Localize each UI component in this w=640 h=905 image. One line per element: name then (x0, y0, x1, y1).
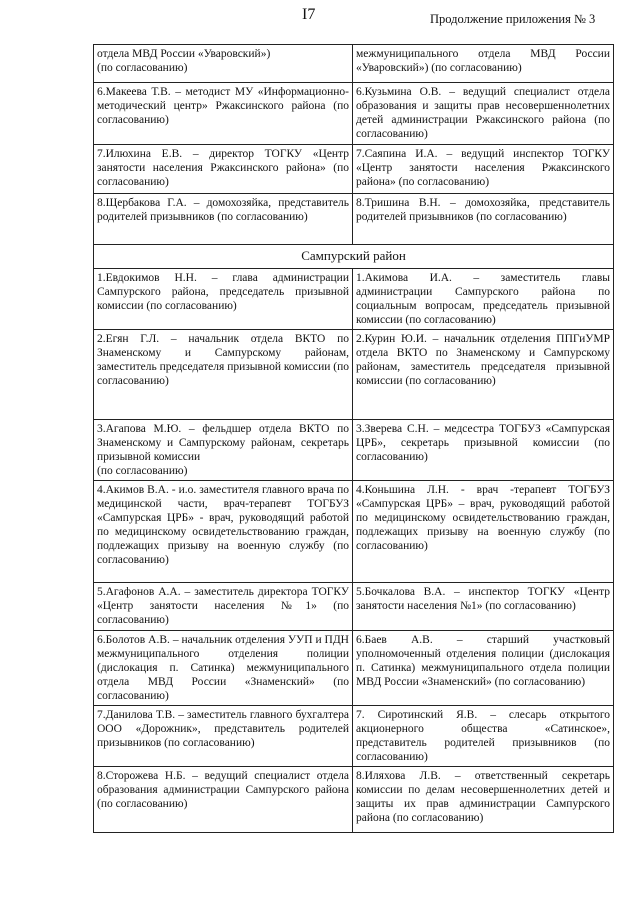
table-row (94, 194, 614, 245)
member-cell-reserve: 4.Коньшина Л.Н. - врач -терапевт ТОГБУЗ «Сампурская ЦРБ» – врач, руководящий работой по медицинскому освидетельствованию граждан, подлежащих призыву на военную службу (по согласованию) (353, 481, 614, 583)
member-cell-main: 7.Данилова Т.В. – заместитель главного бухгалтера ООО «Дорожник», представитель родителей призывников (по согласованию) (94, 706, 353, 767)
member-cell-main: 8.Сторожева Н.Б. – ведущий специалист отдела образования администрации Сампурского района (по согласованию) (94, 767, 353, 833)
table-row (94, 145, 614, 194)
member-cell-main: 1.Евдокимов Н.Н. – глава администрации Сампурского района, председатель призывной комиссии (по согласованию) (94, 269, 353, 330)
member-cell-main: 6.Макеева Т.В. – методист МУ «Информационно-методический центр» Ржаксинского района (по согласованию) (94, 83, 353, 145)
table-row (94, 330, 614, 420)
member-cell-main: 7.Илюхина Е.В. – директор ТОГКУ «Центр занятости населения Ржаксинского района» (по согласованию) (94, 145, 353, 194)
commission-table (93, 44, 614, 833)
member-cell-main: 3.Агапова М.Ю. – фельдшер отдела ВКТО по Знаменскому и Сампурскому районам, секретарь призывной комиссии (по согласованию) (94, 420, 353, 481)
section-title: Сампурский район (94, 245, 614, 269)
member-cell-reserve: 6.Кузьмина О.В. – ведущий специалист отдела образования и защиты прав несовершеннолетних детей администрации Ржаксинского района (по согласованию) (353, 83, 614, 145)
member-cell-reserve: 7. Сиротинский Я.В. – слесарь открытого акционерного общества «Сатинское», представитель родителей призывников (по согласованию) (353, 706, 614, 767)
continuation-header: Продолжение приложения № 3 (430, 12, 596, 26)
member-cell-reserve: 8.Иляхова Л.В. – ответственный секретарь комиссии по делам несовершеннолетних детей и защиты их прав администрации Сампурского района (по согласованию) (353, 767, 614, 833)
member-cell-main: 4.Акимов В.А. - и.о. заместителя главного врача по медицинской части, врач-терапевт ТОГБУЗ «Сампурская ЦРБ» - врач, руководящий работой по медицинскому освидетельствованию граждан, подлежащих призыву на военную службу (по согласованию) (94, 481, 353, 583)
section-row (94, 245, 614, 269)
member-cell-main: 2.Егян Г.Л. – начальник отдела ВКТО по Знаменскому и Сампурскому районам, заместитель председателя призывной комиссии (по согласованию) (94, 330, 353, 420)
table-body (94, 45, 614, 833)
table-row (94, 767, 614, 833)
member-cell-reserve: 5.Бочкалова В.А. – инспектор ТОГКУ «Центр занятости населения №1» (по согласованию) (353, 583, 614, 631)
table-row (94, 481, 614, 583)
member-cell-reserve: 2.Курин Ю.И. – начальник отделения ППГиУМР отдела ВКТО по Знаменскому и Сампурскому районам, заместитель председателя призывной комиссии (по согласованию) (353, 330, 614, 420)
table-row (94, 583, 614, 631)
member-cell-main: 6.Болотов А.В. – начальник отделения УУП и ПДН межмуниципального отделения полиции (дислокация п. Сатинка) межмуниципального отдела МВД России «Знаменский» (по согласованию) (94, 631, 353, 706)
table-row (94, 631, 614, 706)
member-cell-reserve: 8.Тришина В.Н. – домохозяйка, представитель родителей призывников (по согласованию) (353, 194, 614, 245)
page-number: I7 (302, 6, 316, 23)
table-row (94, 269, 614, 330)
table-row (94, 706, 614, 767)
table-row (94, 83, 614, 145)
member-cell-reserve: 3.Зверева С.Н. – медсестра ТОГБУЗ «Сампурская ЦРБ», секретарь призывной комиссии (по согласованию) (353, 420, 614, 481)
table-row (94, 420, 614, 481)
member-cell-main: 8.Щербакова Г.А. – домохозяйка, представитель родителей призывников (по согласованию) (94, 194, 353, 245)
member-cell-reserve: 7.Саяпина И.А. – ведущий инспектор ТОГКУ «Центр занятости населения Ржаксинского района» (по согласованию) (353, 145, 614, 194)
member-cell-main: 5.Агафонов А.А. – заместитель директора ТОГКУ «Центр занятости населения №1» (по согласованию) (94, 583, 353, 631)
member-cell-reserve: межмуниципального отдела МВД России «Уваровский») (по согласованию) (353, 45, 614, 83)
table-row (94, 45, 614, 83)
member-cell-reserve: 1.Акимова И.А. – заместитель главы администрации Сампурского района по социальным вопросам, председатель призывной комиссии (по согласованию) (353, 269, 614, 330)
member-cell-reserve: 6.Баев А.В. – старший участковый уполномоченный отделения полиции (дислокация п. Сатинка) межмуниципального отдела полиции МВД России «Знаменский» (по согласованию) (353, 631, 614, 706)
member-cell-main: отдела МВД России «Уваровский») (по согласованию) (94, 45, 353, 83)
